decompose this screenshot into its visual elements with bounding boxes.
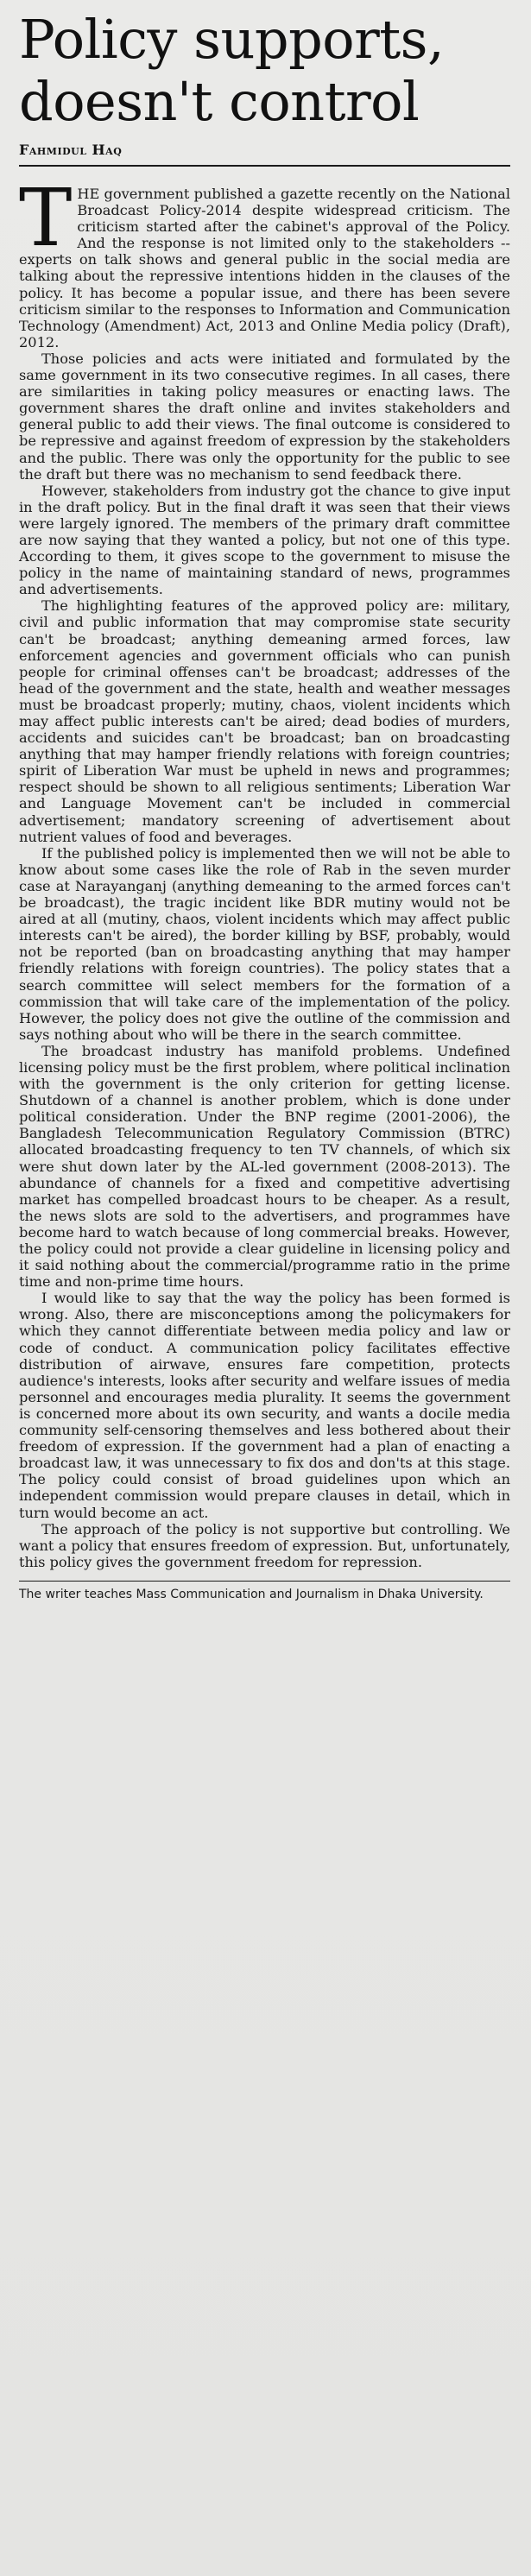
paragraph-7: I would like to say that the way the policy has been formed is wrong. Also, there are misconceptions among the policymakers for which they cannot differentiate between media policy and law or code of conduct. A communication policy facilitates effective distribution of airwave, ensures fare competition, protects audience's interests, looks after security and welfare issues of media personnel and encourages media plurality. It seems the government is concerned more about its own security, and wants a docile media community self-censoring themselves and less bothered about their freedom of expression. If the government had a plan of enacting a broadcast law, it was unnecessary to fix dos and don'ts at this stage. The policy could consist of broad guidelines upon which an independent commission would prepare clauses in detail, which in turn would become an act. (19, 1290, 510, 1521)
footer-divider (19, 1581, 510, 1582)
paragraph-4: The highlighting features of the approved policy are: military, civil and public information that may compromise state security can't be broadcast; anything demeaning armed forces, law enforcement agencies and government officials who can punish people for criminal offenses can't be broadcast; addresses of the head of the government and the state, health and weather messages must be broadcast properly; mutiny, chaos, violent incidents which may affect public interests can't be aired; dead bodies of murders, accidents and suicides can't be broadcast; ban on broadcasting anything that may hamper friendly relations with foreign countries; spirit of Liberation War must be upheld in news and programmes; respect should be shown to all religious sentiments; Liberation War and Language Movement can't be included in commercial advertisement; mandatory screening of advertisement about nutrient values of food and beverages. (19, 597, 510, 845)
paragraph-8: The approach of the policy is not supportive but controlling. We want a policy that ensures freedom of expression. But, unfortunately, this policy gives the government freedom for repression. (19, 1520, 510, 1570)
paragraph-1-text: HE government published a gazette recently on the National Broadcast Policy-2014 despite widespread criticism. The criticism started after the cabinet's approval of the Policy. And the response is not limited only to the stakeholders -- experts on talk shows and general public in the social media are talking about the repressive intentions hidden in the clauses of the policy. It has become a popular issue, and there has been severe criticism similar to the responses to Information and Communication Technology (Amendment) Act, 2013 and Online Media policy (Draft), 2012. (19, 186, 510, 350)
paragraph-2: Those policies and acts were initiated and formulated by the same government in its two consecutive regimes. In all cases, there are similarities in taking policy measures or enacting laws. The government shares the draft online and invites stakeholders and general public to add their views. The final outcome is considered to be repressive and against freedom of expression by the stakeholders and the public. There was only the opportunity for the public to see the draft but there was no mechanism to send feedback there. (19, 350, 510, 483)
article-body (19, 172, 510, 1570)
paragraph-5: If the published policy is implemented then we will not be able to know about some cases like the role of Rab in the seven murder case at Narayanganj (anything demeaning to the armed forces can't be broadcast), the tragic incident like BDR mutiny would not be aired at all (mutiny, chaos, violent incidents which may affect public interests can't be aired), the border killing by BSF, probably, would not be reported (ban on broadcasting anything that may hamper friendly relations with foreign countries). The policy states that a search committee will select members for the formation of a commission that will take care of the implementation of the policy. However, the policy does not give the outline of the commission and says nothing about who will be there in the search committee. (19, 844, 510, 1043)
paragraph-6: The broadcast industry has manifold problems. Undefined licensing policy must be the first problem, where political inclination with the government is the only criterion for getting license. Shutdown of a channel is another problem, which is done under political consideration. Under the BNP regime (2001-2006), the Bangladesh Telecommunication Regulatory Commission (BTRC) allocated broadcasting frequency to ten TV channels, of which six were shut down later by the AL-led government (2008-2013). The abundance of channels for a fixed and competitive advertising market has compelled broadcast hours to be cheaper. As a result, the news slots are sold to the advertisers, and programmes have become hard to watch because of long commercial breaks. However, the policy could not provide a clear guideline in licensing policy and it said nothing about the commercial/programme ratio in the prime time and non-prime time hours. (19, 1042, 510, 1291)
drop-cap: T (19, 172, 73, 264)
paragraph-1 (19, 172, 510, 350)
headline: Policy supports, doesn't control (19, 8, 445, 133)
author-note: The writer teaches Mass Communication and Journalism in Dhaka University. (19, 1587, 484, 1601)
paragraph-3: However, stakeholders from industry got the chance to give input in the draft policy. But in the final draft it was seen that their views were largely ignored. The members of the primary draft committee are now saying that they wanted a policy, but not one of this type. According to them, it gives scope to the government to misuse the policy in the name of maintaining standard of news, programmes and advertisements. (19, 482, 510, 598)
byline: Fahmidul Haq (19, 142, 123, 158)
byline-divider (19, 165, 510, 167)
